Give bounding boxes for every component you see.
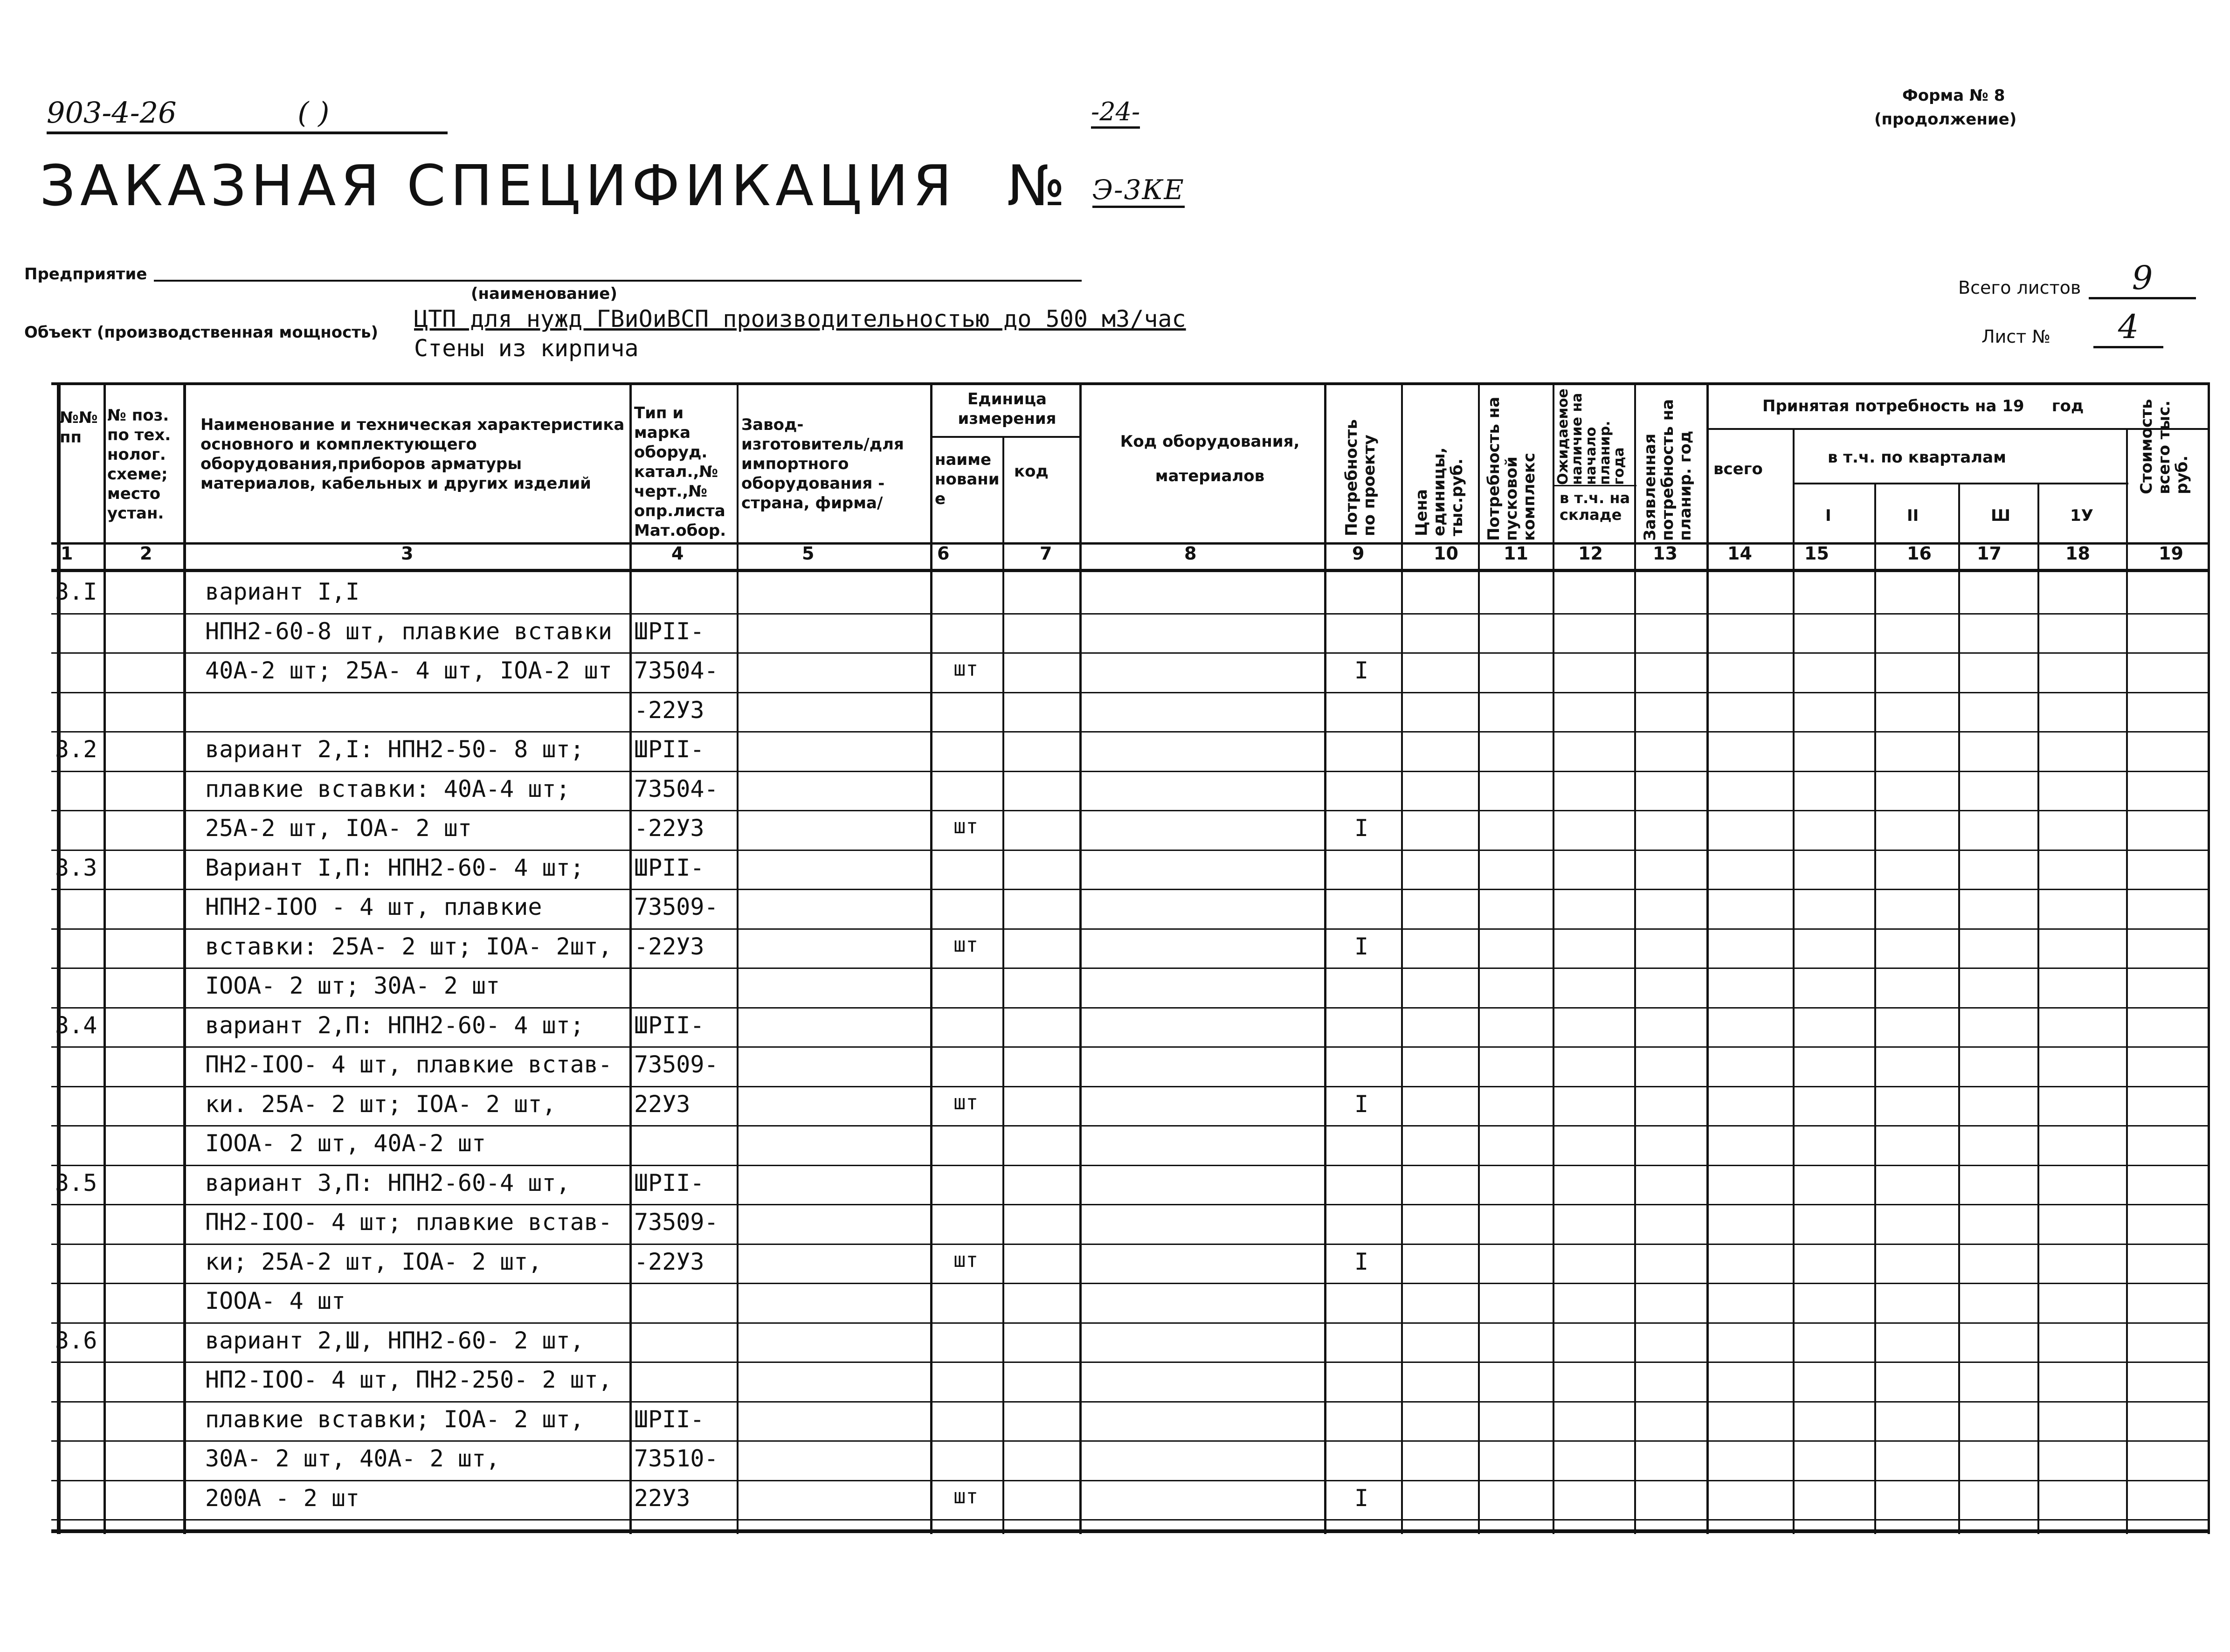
document-code-text: 903-4-26 xyxy=(47,96,177,130)
row-unit-name: шт xyxy=(953,1484,978,1508)
column-number: 6 xyxy=(937,543,950,564)
row-description: 200А - 2 шт xyxy=(205,1484,360,1512)
row-separator xyxy=(51,1480,2210,1481)
header-col-9: Потребность по проекту xyxy=(1342,419,1379,536)
row-separator xyxy=(51,652,2210,654)
table-top-line xyxy=(51,382,2210,385)
column-number: 10 xyxy=(1434,543,1458,564)
row-separator xyxy=(51,1125,2210,1127)
row-separator xyxy=(51,1519,2210,1521)
row-description: вариант 2,Ш, НПН2-60- 2 шт, xyxy=(205,1327,584,1354)
row-type-mark: ШРII- xyxy=(634,854,704,881)
header-q3: Ш xyxy=(1991,506,2011,525)
object-line-2: Стены из кирпича xyxy=(414,335,639,362)
row-separator xyxy=(51,889,2210,890)
header-quarters-group: в т.ч. по кварталам xyxy=(1828,448,2006,467)
row-type-mark: ШРII- xyxy=(634,736,704,763)
sheet-number-label: Лист № xyxy=(1981,326,2050,347)
row-type-mark: -22У3 xyxy=(634,696,704,724)
title-number-sign: № xyxy=(1007,154,1070,219)
object-line-1: ЦТП для нужд ГВиОиВСП производительностью до 500 м3/час xyxy=(414,305,1186,332)
row-description: НПН2-60-8 шт, плавкие вставки xyxy=(205,617,612,645)
col-line-6 xyxy=(1002,436,1004,1534)
header-col-14: всего xyxy=(1713,460,1763,478)
row-quantity: I xyxy=(1354,1484,1369,1512)
column-number: 3 xyxy=(401,543,414,564)
row-description: вариант I,I xyxy=(205,578,360,605)
column-number: 13 xyxy=(1653,543,1678,564)
enterprise-value-line xyxy=(154,280,1082,282)
row-separator xyxy=(51,613,2210,615)
col-line-14 xyxy=(1793,428,1795,1534)
row-separator xyxy=(51,771,2210,772)
row-description: вставки: 25А- 2 шт; IOA- 2шт, xyxy=(205,933,612,960)
header-col-12-top: Ожидаемое наличие на начало планир. года xyxy=(1555,388,1627,485)
row-quantity: I xyxy=(1354,815,1369,842)
row-description: вариант 2,I: НПН2-50- 8 шт; xyxy=(205,736,584,763)
unit-group-line xyxy=(930,436,1079,438)
column-number: 11 xyxy=(1504,543,1528,564)
page-title-text: ЗАКАЗНАЯ СПЕЦИФИКАЦИЯ xyxy=(40,154,957,219)
row-description: IOOA- 2 шт, 40А-2 шт xyxy=(205,1130,486,1157)
row-type-mark: ШРII- xyxy=(634,617,704,645)
row-separator xyxy=(51,1086,2210,1087)
row-description: плавкие вставки: 40А-4 шт; xyxy=(205,775,570,802)
row-separator xyxy=(51,1322,2210,1324)
header-q4: 1У xyxy=(2070,506,2093,525)
column-number: 8 xyxy=(1184,543,1197,564)
row-position-number: 3.I xyxy=(55,578,97,605)
row-separator xyxy=(51,1283,2210,1284)
row-type-mark: -22У3 xyxy=(634,1248,704,1275)
row-quantity: I xyxy=(1354,933,1369,960)
row-description: вариант 2,П: НПН2-60- 4 шт; xyxy=(205,1011,584,1039)
header-col-1: №№ пп xyxy=(60,408,98,447)
row-type-mark: -22У3 xyxy=(634,933,704,960)
row-type-mark: 73509- xyxy=(634,1209,718,1236)
enterprise-caption: (наименование) xyxy=(471,284,617,303)
row-position-number: 3.5 xyxy=(55,1169,97,1196)
col-line-18 xyxy=(2126,428,2128,1534)
row-separator xyxy=(51,1204,2210,1205)
row-type-mark: 73504- xyxy=(634,775,718,802)
row-separator xyxy=(51,1362,2210,1363)
enterprise-label: Предприятие xyxy=(24,265,147,283)
row-quantity: I xyxy=(1354,1090,1369,1118)
col-line-16 xyxy=(1958,483,1960,1534)
column-number: 9 xyxy=(1352,543,1365,564)
row-description: 25А-2 шт, IOA- 2 шт xyxy=(205,815,472,842)
row-type-mark: 73504- xyxy=(634,657,718,684)
row-description: Вариант I,П: НПН2-60- 4 шт; xyxy=(205,854,584,881)
row-description: вариант 3,П: НПН2-60-4 шт, xyxy=(205,1169,570,1196)
document-code xyxy=(47,96,448,134)
page-title xyxy=(40,154,1185,219)
header-col-10: Цена единицы, тыс.руб. xyxy=(1412,447,1466,536)
header-col-11: Потребность на пусковой комплекс xyxy=(1484,396,1539,541)
row-type-mark: 73509- xyxy=(634,893,718,920)
row-quantity: I xyxy=(1354,1248,1369,1275)
row-description: плавкие вставки; IOA- 2 шт, xyxy=(205,1405,584,1433)
row-type-mark: 22У3 xyxy=(634,1484,690,1512)
row-description: ки; 25А-2 шт, IOA- 2 шт, xyxy=(205,1248,542,1275)
row-type-mark: ШРII- xyxy=(634,1011,704,1039)
row-description: ки. 25А- 2 шт; IOA- 2 шт, xyxy=(205,1090,556,1118)
row-position-number: 3.2 xyxy=(55,736,97,763)
header-col-2: № поз. по тех. нолог. схеме; место устан. xyxy=(107,406,171,523)
header-col-5: Завод-изготовитель/для импортного оборудования - страна, фирма/ xyxy=(741,415,904,512)
header-unit-group: Единица измерения xyxy=(958,390,1056,428)
row-type-mark: ШРII- xyxy=(634,1405,704,1433)
column-number: 19 xyxy=(2159,543,2183,564)
row-description: IOOA- 4 шт xyxy=(205,1287,346,1314)
column-number: 12 xyxy=(1578,543,1603,564)
header-col-6: наименование xyxy=(935,450,1000,508)
document-code-paren: ( ) xyxy=(297,96,330,130)
row-unit-name: шт xyxy=(953,933,978,957)
column-number: 2 xyxy=(140,543,152,564)
row-separator xyxy=(51,968,2210,969)
col-line-15 xyxy=(1874,483,1876,1534)
row-description: IOOA- 2 шт; 30А- 2 шт xyxy=(205,972,500,999)
object-label: Объект (производственная мощность) xyxy=(24,323,379,342)
row-separator xyxy=(51,1401,2210,1403)
column-number: 17 xyxy=(1977,543,2002,564)
row-position-number: 3.3 xyxy=(55,854,97,881)
header-col-4: Тип и марка оборуд. катал.,№ черт.,№ опр.листа Мат.обор. xyxy=(634,404,726,540)
header-col-3: Наименование и техническая характеристика основного и комплектующего оборудования,приборов арматуры материалов, кабельных и других изделий xyxy=(200,415,625,493)
row-unit-name: шт xyxy=(953,657,978,681)
row-unit-name: шт xyxy=(953,1248,978,1272)
row-separator xyxy=(51,928,2210,930)
row-separator xyxy=(51,1244,2210,1245)
row-description: НПН2-IOO - 4 шт, плавкие xyxy=(205,893,542,920)
row-unit-name: шт xyxy=(953,1090,978,1114)
column-number: 5 xyxy=(802,543,815,564)
header-col-19: Стоимость всего тыс. руб. xyxy=(2137,399,2191,494)
row-separator xyxy=(51,850,2210,851)
row-description: 40А-2 шт; 25А- 4 шт, IOA-2 шт xyxy=(205,657,612,684)
sheets-total-label: Всего листов xyxy=(1958,277,2081,298)
column-number: 4 xyxy=(671,543,684,564)
page-number: -24- xyxy=(1091,97,1140,129)
row-position-number: 3.4 xyxy=(55,1011,97,1039)
row-type-mark: 22У3 xyxy=(634,1090,690,1118)
row-description: ПН2-IOO- 4 шт, плавкие встав- xyxy=(205,1051,612,1078)
row-description: ПН2-IOO- 4 шт; плавкие встав- xyxy=(205,1209,612,1236)
sheets-total-value: 9 xyxy=(2089,259,2196,299)
row-position-number: 3.6 xyxy=(55,1327,97,1354)
quarters-group-line xyxy=(1793,483,2128,484)
row-separator xyxy=(51,731,2210,733)
column-number: 7 xyxy=(1040,543,1052,564)
row-separator xyxy=(51,1046,2210,1048)
row-unit-name: шт xyxy=(953,815,978,838)
row-description: НП2-IOO- 4 шт, ПН2-250- 2 шт, xyxy=(205,1366,612,1393)
form-label: Форма № 8 xyxy=(1902,86,2005,105)
row-separator xyxy=(51,810,2210,811)
header-accepted-group: Принятая потребность на 19 год xyxy=(1762,397,2084,415)
sheet-number-value: 4 xyxy=(2093,308,2163,348)
row-type-mark: ШРII- xyxy=(634,1169,704,1196)
column-number: 16 xyxy=(1907,543,1932,564)
column-number: 14 xyxy=(1727,543,1752,564)
row-description: 30А- 2 шт, 40А- 2 шт, xyxy=(205,1445,500,1472)
row-separator xyxy=(51,1440,2210,1442)
header-q2: II xyxy=(1907,506,1919,525)
row-type-mark: -22У3 xyxy=(634,815,704,842)
header-col-13: Заявленная потребность на планир. год xyxy=(1641,399,1695,541)
row-quantity: I xyxy=(1354,657,1369,684)
header-col-12-bottom: в т.ч. на складе xyxy=(1560,489,1630,524)
row-separator xyxy=(51,692,2210,693)
row-separator xyxy=(51,1007,2210,1009)
header-q1: I xyxy=(1825,506,1831,525)
column-number: 15 xyxy=(1804,543,1829,564)
table-bottom-line xyxy=(51,1529,2210,1533)
title-number-value: Э-3КЕ xyxy=(1092,174,1185,208)
accepted-group-line xyxy=(1706,428,2210,430)
col-line-17 xyxy=(2037,483,2039,1534)
header-col-7: код xyxy=(1014,462,1049,481)
table-numbers-bottom-line xyxy=(51,569,2210,572)
form-continuation: (продолжение) xyxy=(1874,110,2017,129)
column-number: 18 xyxy=(2065,543,2090,564)
row-type-mark: 73510- xyxy=(634,1445,718,1472)
table-header-bottom-line xyxy=(51,542,2210,545)
stock-split-line xyxy=(1553,485,1636,486)
column-number: 1 xyxy=(61,543,73,564)
row-separator xyxy=(51,1165,2210,1166)
header-col-8: Код оборудования, материалов xyxy=(1120,432,1300,485)
row-type-mark: 73509- xyxy=(634,1051,718,1078)
